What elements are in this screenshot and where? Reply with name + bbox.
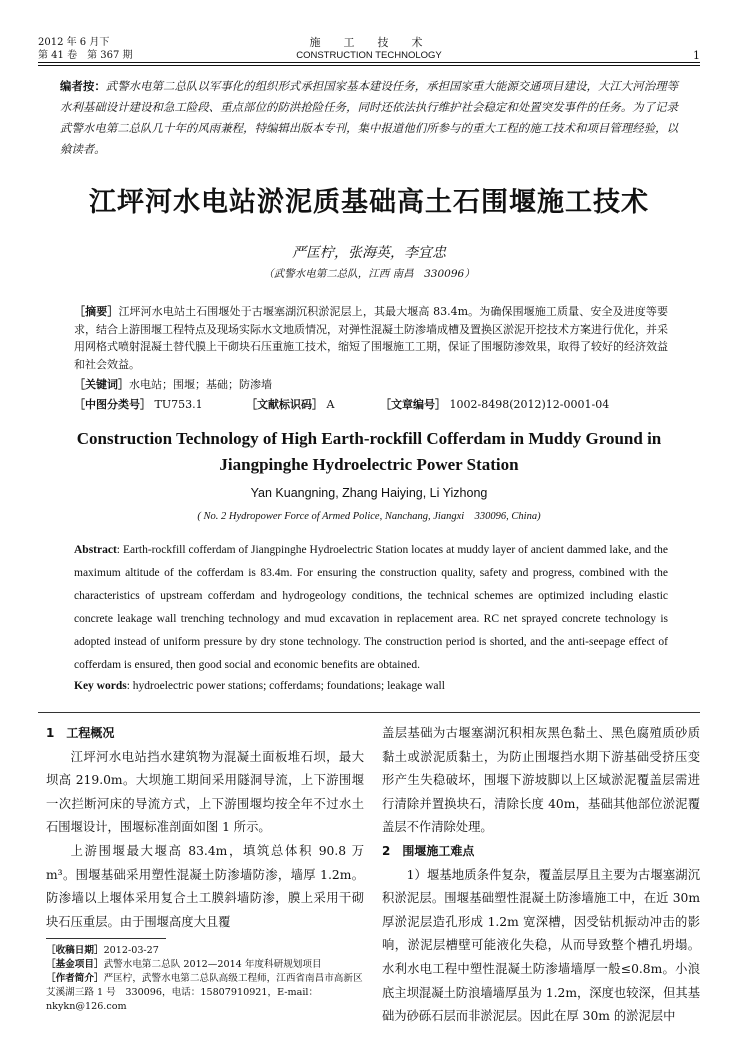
abstract-en-text: : Earth-rockfill cofferdam of Jiangpinghe Hydroelectric Station locates at muddy layer of ancient dammed lake, and the maximum altitude of the cofferdam is 83.4m. For ensuring the construction quality, safety and progress, combined with the characteristics of upstream cofferdam and hydrogeology conditions, the technical schemes are optimized including elastic concrete leakage wall trenching technology and mud excavation in replacement area. RC net sprayed concrete technology is adopted instead of uniform pressure by dry stone technology. The construction period is shorted, and the anti-seepage effect of cofferdam is ensured, then good social and economic benefits are obtained. (74, 544, 668, 671)
paragraph: 上游围堰最大堰高 83.4m，填筑总体积 90.8 万 m³。围堰基础采用塑性混凝土防渗墙防渗，墙厚 1.2m。防渗墙以上堰体采用复合土工膜斜墙防渗，膜上采用干砌块石压重层。由于围堰高度大且覆 (46, 843, 364, 929)
section-heading-1: 1 工程概况 (46, 726, 115, 740)
author-value: 严匡柠，武警水电第二总队高级工程师，江西省南昌市高新区艾溪湖三路 1 号 330096，电话：15807910921，E-mail：nkykn@126.com (46, 973, 363, 1012)
running-header (38, 36, 700, 64)
fund-label: ［基金项目］ (46, 959, 104, 970)
abstract-cn-text: 江坪河水电站土石围堰处于古堰塞湖沉积淤泥层上，其最大堰高 83.4m。为确保围堰施工质量、安全及进度等要求，结合上游围堰工程特点及现场实际水文地质情况，对弹性混凝土防渗墙成槽及置换区淤泥开挖技术方案进行优化，并采用网格式喷射混凝土替代膜上干砌块石压重施工技术，缩短了围堰施工工期，保证了围堰防渗效果，取得了较好的经济效益和社会效益。 (74, 305, 668, 371)
doc-value: A (326, 398, 335, 411)
received-value: 2012-03-27 (103, 945, 159, 956)
keywords-cn (74, 376, 668, 392)
fund-value: 武警水电第二总队 2012—2014 年度科研规划项目 (103, 959, 322, 970)
header-rule-thin (38, 65, 700, 66)
doc-code (246, 396, 334, 412)
body-column-left (46, 722, 364, 934)
abstract-en-label: Abstract (74, 544, 117, 556)
clc-value: TU753.1 (154, 398, 203, 411)
authors-en: Yan Kuangning, Zhang Haiying, Li Yizhong (250, 486, 488, 500)
footnote-received (46, 944, 364, 958)
section-heading-2: 2 围堰施工难点 (382, 843, 475, 858)
paper-title-cn: 江坪河水电站淤泥质基础高土石围堰施工技术 (89, 187, 649, 218)
affiliation-en: ( No. 2 Hydropower Force of Armed Police, Nanchang, Jiangxi 330096, China) (197, 511, 541, 522)
editor-note-text: 武警水电第二总队以军事化的组织形式承担国家基本建设任务，承担国家重大能源交通项目建设，大江大河治理等水利基础设计建设和急工险段、重点部位的防洪抢险任务，同时还依法执行维护社会稳定和处置突发事件的任务。为了记录武警水电第二总队几十年的风雨兼程，特编辑出版本专刊，集中报道他们所参与的重大工程的施工技术和项目管理经验，以飨读者。 (60, 79, 678, 156)
article-label: ［文章编号］ (380, 398, 446, 411)
received-label: ［收稿日期］ (46, 945, 104, 956)
journal-name-cn: 施 工 技 术 (309, 36, 429, 49)
footnote-rule (46, 938, 166, 939)
paragraph: 盖层基础为古堰塞湖沉积相灰黑色黏土、黑色腐殖质砂质黏土或淤泥质黏土，为防止围堰挡水期下游基础受挤压变形产生失稳破坏，围堰下游坡脚以上区域淤泥覆盖层需进行清除并置换块石，清除长度 40m，基础其他部位淤泥覆盖层不作清除处理。 (382, 726, 700, 835)
body-column-right (382, 722, 700, 1029)
keywords-cn-text: 水电站；围堰；基础；防渗墙 (129, 378, 272, 391)
authors-cn: 严匡柠，张海英，李宜忠 (292, 245, 446, 261)
abstract-en (74, 539, 668, 677)
keywords-en-text: : hydroelectric power stations; cofferdams; foundations; leakage wall (126, 680, 445, 692)
paper-title-en: Construction Technology of High Earth-rockfill Cofferdam in Muddy Ground in Jiangpinghe Hydroelectric Power Station (76, 429, 662, 474)
article-number (380, 396, 609, 412)
issue-volume: 第 41 卷 第 367 期 (38, 50, 133, 61)
editor-note (60, 76, 678, 160)
section-divider (38, 712, 700, 713)
clc-code (74, 396, 203, 412)
issue-date: 2012 年 6 月下 (38, 37, 110, 48)
keywords-en-label: Key words (74, 680, 127, 692)
journal-name-en: CONSTRUCTION TECHNOLOGY (296, 50, 442, 61)
footnote-fund (46, 958, 364, 972)
doc-label: ［文献标识码］ (246, 398, 323, 411)
header-rule (38, 62, 700, 63)
page-number: 1 (693, 49, 700, 62)
author-label: ［作者简介］ (46, 973, 104, 984)
footnote-author (46, 972, 364, 1014)
classification-line (74, 396, 668, 412)
clc-label: ［中图分类号］ (74, 398, 151, 411)
editor-note-label: 编者按： (60, 79, 106, 93)
affiliation-cn: （武警水电第二总队，江西 南昌 330096） (263, 268, 475, 280)
keywords-cn-label: ［关键词］ (74, 378, 129, 391)
keywords-en (74, 680, 668, 692)
journal-name (38, 36, 700, 62)
abstract-cn-label: ［摘要］ (74, 305, 119, 318)
paragraph: 江坪河水电站挡水建筑物为混凝土面板堆石坝，最大坝高 219.0m。大坝施工期间采用隧洞导流，上下游围堰一次拦断河床的导流方式，上下游围堰均按全年不过水土石围堰设计，围堰标准剖面如图 1 所示。 (46, 749, 364, 835)
abstract-cn (74, 303, 668, 373)
article-value: 1002-8498(2012)12-0001-04 (449, 398, 610, 411)
footnote (46, 944, 364, 1014)
paragraph: 1）堰基地质条件复杂，覆盖层厚且主要为古堰塞湖沉积淤泥层。围堰基础塑性混凝土防渗墙施工中，在近 30m 厚淤泥层造孔形成 1.2m 宽深槽，因受钻机振动冲击的影响，淤泥层槽壁可能液化失稳，从而导致整个槽孔坍塌。水利水电工程中塑性混凝土防渗墙墙厚一般≤0.8m。小浪底主坝混凝土防浪墙墙厚虽为 1.2m，深度也较深，但其基础为砂砾石层而非淤泥层。因此在厚 30m 的淤泥层中 (382, 867, 700, 1024)
